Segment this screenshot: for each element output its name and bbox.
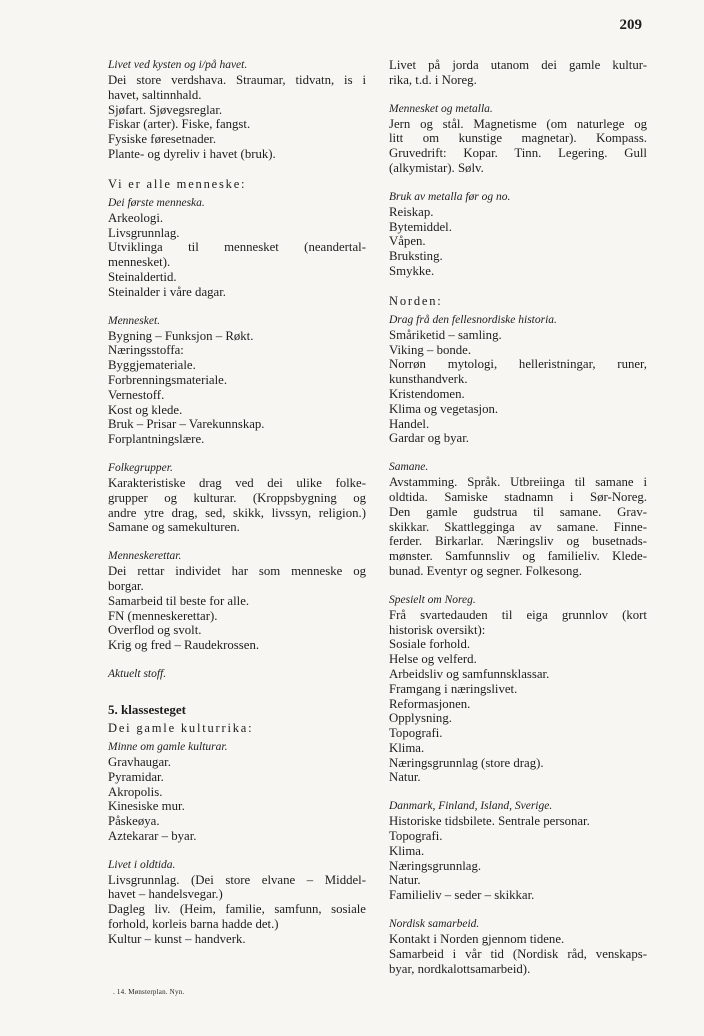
text-line: Smykke. — [389, 263, 435, 278]
text-line: Samarbeid i vår tid (Nordisk råd, venskaps- — [389, 946, 647, 961]
text-line: Byggjemateriale. — [108, 358, 196, 373]
text-line: Gravhaugar. — [108, 754, 171, 769]
section-heading: Folkegrupper. — [108, 461, 173, 474]
text-line: FN (menneskerettar). — [108, 608, 218, 623]
text-line: Bruksting. — [389, 249, 443, 264]
text-line: Bruk – Prisar – Varekunnskap. — [108, 417, 265, 432]
section-heading: Mennesket. — [108, 314, 161, 327]
content-section — [389, 58, 647, 88]
text-line: Kristendomen. — [389, 386, 465, 401]
text-line: bunad. Eventyr og segner. Folkesong. — [389, 563, 582, 578]
text-line: Dagleg liv. (Heim, familie, samfunn, sosiale — [108, 902, 366, 917]
section-heading: Mennesket og metalla. — [389, 102, 493, 115]
section-heading: Livet i oldtida. — [108, 858, 176, 871]
text-line: historisk oversikt): — [389, 622, 486, 637]
text-line: kunsthandverk. — [389, 372, 468, 387]
content-section — [108, 740, 366, 844]
text-line: Opplysning. — [389, 711, 452, 726]
text-line: Norrøn mytologi, helleristningar, runer, — [389, 357, 647, 372]
text-line: Småriketid – samling. — [389, 327, 502, 342]
text-line: Utviklinga til mennesket (neandertal- — [108, 240, 366, 255]
text-line: Framgang i næringslivet. — [389, 681, 518, 696]
text-line: Familieliv – seder – skikkar. — [389, 888, 535, 903]
text-line: borgar. — [108, 578, 144, 593]
text-line: grupper og kulturar. (Kroppsbygning og — [108, 490, 366, 505]
text-line: oldtida. Samiske stadnamn i Sør-Noreg. — [389, 489, 647, 504]
text-line: Karakteristiske drag ved dei ulike folke- — [108, 475, 366, 490]
content-section — [108, 549, 366, 653]
text-line: Steinalder i våre dagar. — [108, 284, 226, 299]
text-line: Topografi. — [389, 726, 443, 741]
section-heading: Dei første menneska. — [108, 196, 205, 209]
theme-heading: Vi er alle menneske: — [108, 176, 247, 191]
text-line: (alkymistar). Sølv. — [389, 160, 484, 175]
text-line: Gruvedrift: Kopar. Tinn. Legering. Gull — [389, 146, 647, 161]
section-heading: Aktuelt stoff. — [108, 667, 167, 680]
text-line: Sjøfart. Sjøvegsreglar. — [108, 102, 223, 117]
text-line: rika, t.d. i Noreg. — [389, 72, 477, 87]
text-line: Næringsstoffa: — [108, 343, 184, 358]
theme-heading: Norden: — [389, 293, 443, 308]
text-line: Historiske tidsbilete. Sentrale personar. — [389, 814, 590, 829]
text-line: Plante- og dyreliv i havet (bruk). — [108, 146, 276, 161]
text-line: Bytemiddel. — [389, 219, 452, 234]
content-section — [389, 460, 647, 579]
content-section — [389, 313, 647, 446]
text-line: Topografi. — [389, 829, 443, 844]
text-line: Forplantningslære. — [108, 432, 205, 447]
text-line: Aztekarar – byar. — [108, 828, 197, 843]
text-line: Gardar og byar. — [389, 431, 469, 446]
text-line: havet, saltinnhald. — [108, 87, 202, 102]
text-line: Næringsgrunnlag. — [389, 858, 482, 873]
text-line: Klima. — [389, 740, 425, 755]
text-line: Kultur – kunst – handverk. — [108, 931, 246, 946]
section-heading: Nordisk samarbeid. — [389, 918, 480, 931]
text-line: Natur. — [389, 770, 421, 785]
page-number: 209 — [619, 17, 642, 33]
text-line: mennesket). — [108, 255, 171, 270]
text-line: mønster. Samfunnsliv og familieliv. Klede- — [389, 549, 647, 564]
text-line: skikkar. Skattlegginga av samane. Finne- — [389, 519, 647, 534]
text-line: Fysiske føresetnader. — [108, 132, 217, 147]
content-section — [389, 593, 647, 786]
page-footer: . 14. Mønsterplan. Nyn. — [113, 988, 185, 996]
text-line: Klima og vegetasjon. — [389, 401, 499, 416]
text-line: Akropolis. — [108, 784, 163, 799]
text-line: Næringsgrunnlag (store drag). — [389, 755, 544, 770]
text-line: Viking – bonde. — [389, 342, 472, 357]
text-line: Dei store verdshava. Straumar, tidvatn, is i — [108, 73, 366, 87]
text-line: Natur. — [389, 873, 421, 888]
text-line: Kontakt i Norden gjennom tidene. — [389, 932, 565, 947]
grade-heading: 5. klassesteget — [108, 701, 186, 717]
text-line: havet – handelsvegar.) — [108, 887, 223, 902]
section-heading: Samane. — [389, 461, 429, 474]
right-column — [389, 58, 647, 990]
text-line: forhold, korleis barna hadde det.) — [108, 917, 279, 932]
text-line: Våpen. — [389, 234, 426, 249]
section-heading: Minne om gamle kulturar. — [108, 740, 228, 753]
text-line: Vernestoff. — [108, 387, 165, 402]
text-line: Arkeologi. — [108, 210, 164, 225]
text-line: Forbrenningsmateriale. — [108, 372, 228, 387]
text-line: byar, nordkalottsamarbeid). — [389, 961, 531, 976]
text-line: andre ytre drag, sed, skikk, livssyn, religion.) — [108, 505, 366, 520]
content-section — [389, 799, 647, 903]
text-line: Pyramidar. — [108, 769, 164, 784]
content-section — [108, 461, 366, 535]
text-line: Livet på jorda utanom dei gamle kultur- — [389, 58, 647, 72]
section-heading: Danmark, Finland, Island, Sverige. — [389, 800, 553, 813]
text-line: Påskeøya. — [108, 814, 160, 829]
section-heading: Bruk av metalla før og no. — [389, 190, 511, 203]
text-line: Livsgrunnlag. (Dei store elvane – Middel- — [108, 872, 366, 887]
text-line: Steinaldertid. — [108, 269, 177, 284]
text-line: Sosiale forhold. — [389, 637, 471, 652]
section-heading: Menneskerettar. — [108, 550, 182, 563]
content-section — [108, 58, 366, 162]
content-section — [108, 858, 366, 947]
content-section — [389, 917, 647, 976]
section-heading: Spesielt om Noreg. — [389, 593, 476, 606]
content-section — [108, 196, 366, 300]
text-line: Livsgrunnlag. — [108, 225, 180, 240]
content-section — [108, 667, 366, 681]
section-heading: Drag frå den fellesnordiske historia. — [389, 313, 557, 326]
text-line: Fiskar (arter). Fiske, fangst. — [108, 117, 251, 132]
text-line: Bygning – Funksjon – Røkt. — [108, 328, 254, 343]
text-line: Helse og velferd. — [389, 652, 477, 667]
text-line: Avstamming. Språk. Utbreiinga til samane i — [389, 475, 647, 490]
content-section — [389, 102, 647, 176]
content-section — [108, 314, 366, 447]
text-line: Klima. — [389, 843, 425, 858]
text-line: Den gamle gudstrua til samane. Grav- — [389, 504, 647, 519]
text-line: Overflod og svolt. — [108, 623, 202, 638]
text-line: Samane og samekulturen. — [108, 520, 240, 535]
text-line: Krig og fred – Raudekrossen. — [108, 638, 260, 653]
text-line: Reformasjonen. — [389, 696, 471, 711]
text-line: ferder. Birkarlar. Næringsliv og busetnads- — [389, 534, 647, 549]
text-line: Handel. — [389, 416, 430, 431]
text-line: Frå svartedauden til eiga grunnlov (kort — [389, 607, 647, 622]
text-line: Samarbeid til beste for alle. — [108, 593, 250, 608]
text-line: Kost og klede. — [108, 402, 183, 417]
section-heading: Livet ved kysten og i/på havet. — [108, 59, 248, 71]
text-line: Dei rettar individet har som menneske og — [108, 564, 366, 579]
text-line: litt om kunstige magnetar). Kompass. — [389, 131, 647, 146]
text-line: Reiskap. — [389, 204, 434, 219]
text-line: Arbeidsliv og samfunnsklassar. — [389, 666, 550, 681]
theme-heading: Dei gamle kulturrika: — [108, 720, 254, 735]
content-section — [389, 190, 647, 279]
text-line: Kinesiske mur. — [108, 799, 185, 814]
left-column — [108, 58, 366, 961]
text-line: Jern og stål. Magnetisme (om naturlege og — [389, 116, 647, 131]
